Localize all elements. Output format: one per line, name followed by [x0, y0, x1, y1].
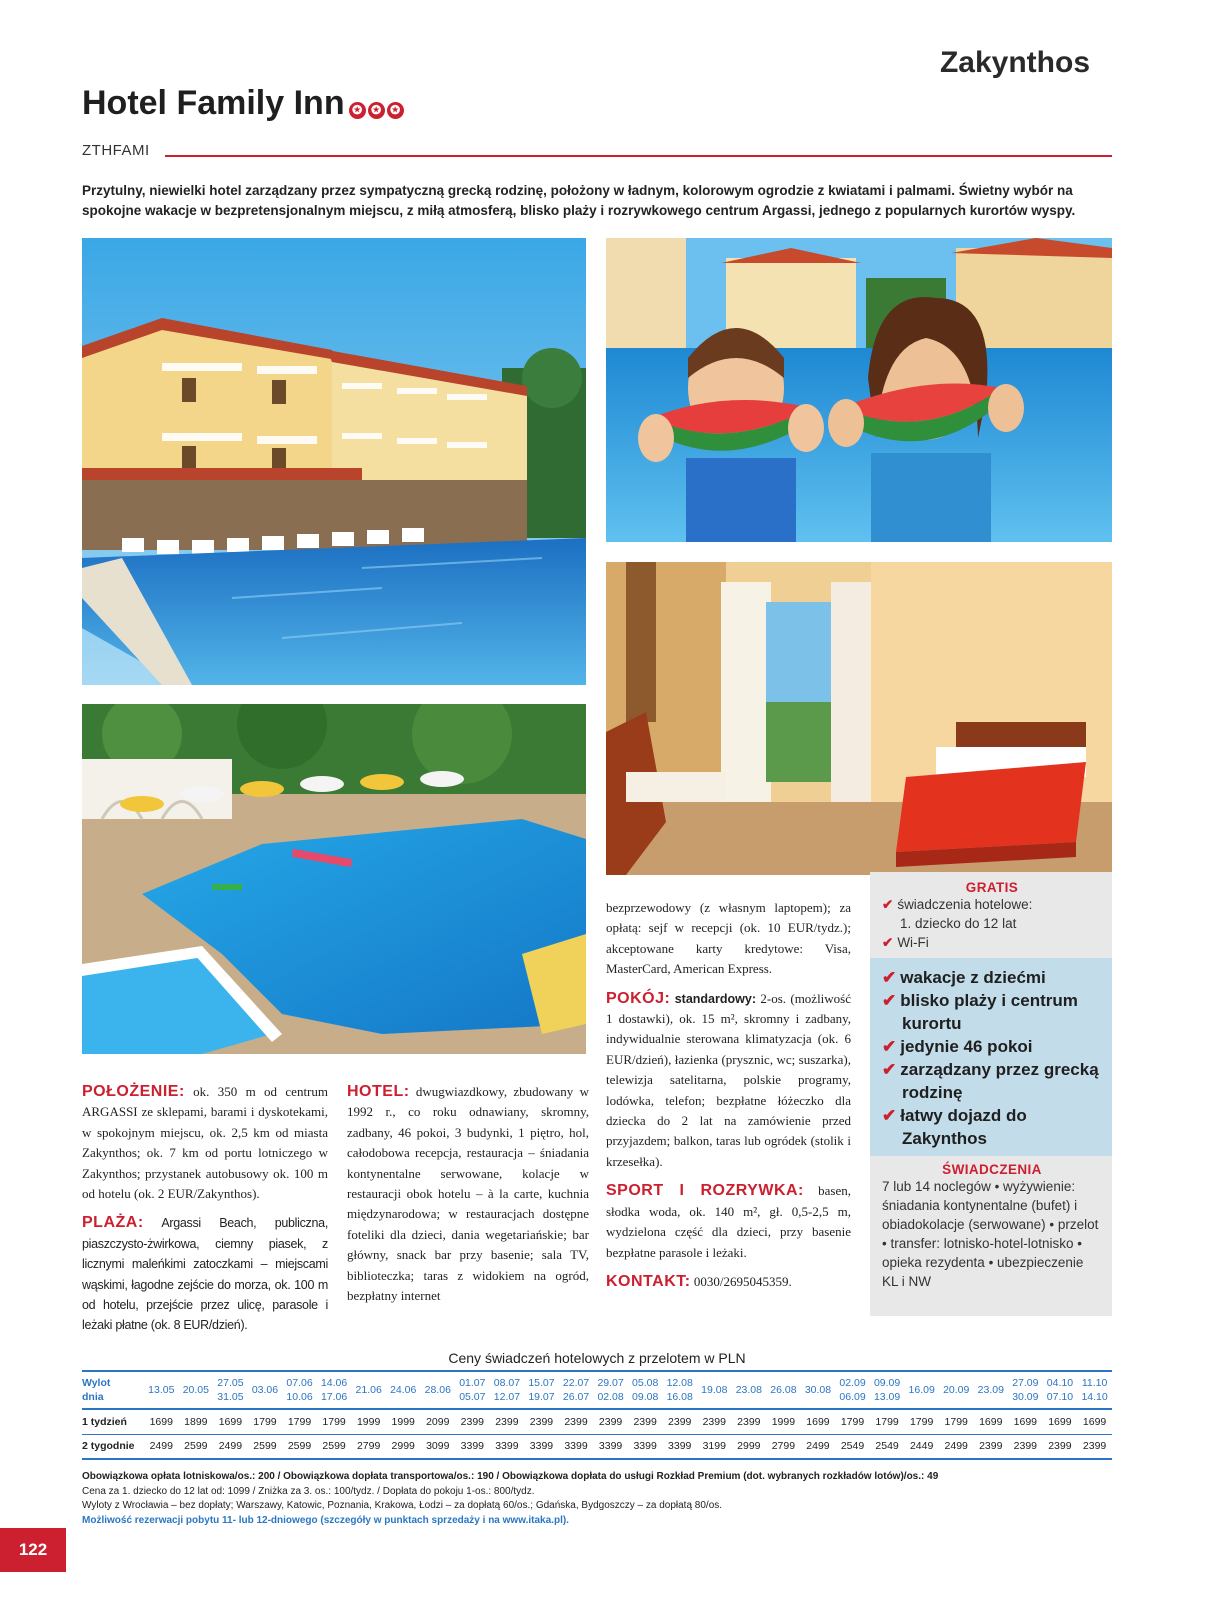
price-cell: 2999 — [386, 1434, 421, 1459]
table-row-1-week — [82, 1409, 1112, 1434]
date-cell: 27.05 31.05 — [213, 1371, 248, 1409]
price-cell: 2399 — [455, 1409, 490, 1434]
highlights-box — [870, 958, 1112, 1156]
price-cell: 3399 — [455, 1434, 490, 1459]
price-cell: 2499 — [144, 1434, 179, 1459]
price-cell: 2399 — [559, 1409, 594, 1434]
section-kontakt — [606, 1272, 851, 1292]
date-cell: 14.06 17.06 — [317, 1371, 352, 1409]
price-cell: 1999 — [386, 1409, 421, 1434]
price-cell: 3399 — [524, 1434, 559, 1459]
price-cell: 3399 — [628, 1434, 663, 1459]
price-cell: 2399 — [1008, 1434, 1043, 1459]
date-cell: 29.07 02.08 — [593, 1371, 628, 1409]
swiadczenia-text: 7 lub 14 noclegów • wyżywienie: śniadania kontynentalne (bufet) i obiadokolacje (serwowane) • przelot • transfer: lotnisko-hotel-lotnisko • opieka rezydenta • ubezpieczenie KL i NW — [882, 1179, 1099, 1289]
check-icon: ✔ — [882, 935, 894, 950]
price-cell: 1799 — [282, 1409, 317, 1434]
date-cell: 04.10 07.10 — [1043, 1371, 1078, 1409]
date-cell: 20.09 — [939, 1371, 974, 1409]
date-cell: 23.09 — [974, 1371, 1009, 1409]
price-cell: 2399 — [490, 1409, 525, 1434]
date-cell: 07.06 10.06 — [282, 1371, 317, 1409]
price-cell: 2999 — [732, 1434, 767, 1459]
hotel-exterior-photo — [82, 238, 586, 685]
hotel-code: ZTHFAMI — [82, 142, 150, 159]
section-text: basen, słodka woda, ok. 140 m², gł. 0,5-2,5 m, wydzielona część dla dzieci, przy basenie bezpłatne parasole i leżaki. — [606, 1183, 851, 1260]
date-cell: 15.07 19.07 — [524, 1371, 559, 1409]
price-table-title: Ceny świadczeń hotelowych z przelotem w PLN — [448, 1350, 746, 1366]
section-hotel-continued: bezprzewodowy (z własnym laptopem); za opłatą: sejf w recepcji (ok. 10 EUR/tydz.); akceptowane karty kredytowe: Visa, MasterCard, American Express. — [606, 900, 851, 977]
price-cell: 2499 — [939, 1434, 974, 1459]
note-line: Wyloty z Wrocławia – bez dopłaty; Warszawy, Katowic, Poznania, Krakowa, Łodzi – za dopłatą 60/os.; Gdańska, Bydgoszczy – za dopłatą 80/os. — [82, 1500, 723, 1511]
gratis-item: ✔ Wi-Fi — [882, 935, 929, 950]
section-title: HOTEL: — [347, 1083, 410, 1100]
check-icon: ✔ — [882, 1060, 897, 1079]
price-cell: 2399 — [524, 1409, 559, 1434]
date-cell: 05.08 09.08 — [628, 1371, 663, 1409]
date-cell: 23.08 — [732, 1371, 767, 1409]
price-cell: 1999 — [351, 1409, 386, 1434]
price-cell: 3399 — [490, 1434, 525, 1459]
check-icon: ✔ — [882, 1037, 897, 1056]
star-icon: ✪ — [387, 102, 404, 119]
price-cell: 2399 — [974, 1434, 1009, 1459]
check-icon: ✔ — [882, 991, 897, 1010]
price-cell: 2599 — [248, 1434, 283, 1459]
price-table — [82, 1370, 1112, 1460]
date-cell: 16.09 — [904, 1371, 939, 1409]
section-text: Argassi Beach, publiczna, piaszczysto-żwirkowa, ciemny piasek, z licznymi maleńkimi zatoczkami – miejscami wąskimi, łagodne zejście do morza, ok. 100 m od hotelu, przejście przez ulicę, parasole i leżaki płatne (ok. 8 EUR/dzień). — [82, 1216, 328, 1333]
price-cell: 1799 — [939, 1409, 974, 1434]
children-watermelon-photo — [606, 238, 1112, 542]
highlight-item: ✔ wakacje z dziećmi — [882, 968, 1046, 987]
price-cell: 2499 — [801, 1434, 836, 1459]
date-cell: 24.06 — [386, 1371, 421, 1409]
price-cell: 2549 — [835, 1434, 870, 1459]
date-cell: 01.07 05.07 — [455, 1371, 490, 1409]
section-title: SPORT I ROZRYWKA: — [606, 1182, 804, 1200]
section-title: PLAŻA: — [82, 1214, 144, 1232]
date-cell: 19.08 — [697, 1371, 732, 1409]
column-middle — [347, 1082, 589, 1306]
price-cell: 3099 — [421, 1434, 456, 1459]
price-cell: 1699 — [801, 1409, 836, 1434]
date-cell: 02.09 06.09 — [835, 1371, 870, 1409]
price-cell: 1799 — [870, 1409, 905, 1434]
gratis-box — [870, 872, 1112, 958]
section-plaza — [82, 1213, 328, 1335]
price-cell: 1799 — [904, 1409, 939, 1434]
section-hotel — [347, 1082, 589, 1306]
price-table-section — [82, 1350, 1112, 1460]
date-cell: 13.05 — [144, 1371, 179, 1409]
section-title: POŁOŻENIE: — [82, 1083, 185, 1100]
date-cell: 20.05 — [179, 1371, 214, 1409]
price-cell: 3199 — [697, 1434, 732, 1459]
date-cell: 27.09 30.09 — [1008, 1371, 1043, 1409]
date-cell: 30.08 — [801, 1371, 836, 1409]
price-cell: 1699 — [213, 1409, 248, 1434]
price-cell: 1699 — [144, 1409, 179, 1434]
column-right — [606, 898, 851, 1292]
sidebar — [870, 872, 1112, 1316]
check-icon: ✔ — [882, 1106, 897, 1125]
section-sport — [606, 1181, 851, 1263]
price-cell: 2499 — [213, 1434, 248, 1459]
date-cell: 03.06 — [248, 1371, 283, 1409]
star-icon: ✪ — [349, 102, 366, 119]
intro-text: Przytulny, niewielki hotel zarządzany przez sympatyczną grecką rodzinę, położony w ładnym, kolorowym ogrodzie z kwiatami i palmami. Świetny wybór na spokojne wakacje w bezpretensjonalnym miejscu, z miłą atmosferą, blisko plaży i rozrywkowego centrum Argassi, jednego z popularnych kurortów wyspy. — [82, 183, 1076, 218]
price-cell: 1999 — [766, 1409, 801, 1434]
swiadczenia-title: ŚWIADCZENIA — [942, 1162, 1042, 1177]
price-cell: 3399 — [593, 1434, 628, 1459]
price-notes — [82, 1470, 1112, 1528]
gratis-item: 1. dziecko do 12 lat — [900, 916, 1017, 931]
price-cell: 1799 — [835, 1409, 870, 1434]
section-text: 2-os. (możliwość 1 dostawki), ok. 15 m², skromny i zadbany, indywidualnie sterowana klimatyzacja (ok. 6 EUR/dzień), łazienka (prysznic, wc; suszarka), telewizja satelitarna, polskie programy, lodówka, telefon; bezpłatne łóżeczko dla dziecka do 2 lat na zamówienie przed przyjazdem; balkon, taras lub ogródek (stolik i krzesełka). — [606, 990, 852, 1169]
note-line: Cena za 1. dziecko do 12 lat od: 1099 / Zniżka za 3. os.: 100/tydz. / Dopłata do pokoju 1-os.: 800/tydz. — [82, 1485, 535, 1497]
check-icon: ✔ — [882, 968, 897, 987]
region-title: Zakynthos — [939, 46, 1090, 79]
section-polozenie — [82, 1082, 328, 1204]
price-cell: 2399 — [593, 1409, 628, 1434]
header-rule — [165, 155, 1112, 157]
price-cell: 2399 — [732, 1409, 767, 1434]
section-pokoj — [606, 989, 851, 1173]
price-cell: 2449 — [904, 1434, 939, 1459]
price-cell: 1799 — [317, 1409, 352, 1434]
price-cell: 2599 — [179, 1434, 214, 1459]
check-icon: ✔ — [882, 897, 894, 912]
highlight-item: ✔ łatwy dojazd do Zakynthos — [882, 1106, 1027, 1148]
highlight-item: ✔ jedynie 46 pokoi — [882, 1037, 1033, 1056]
hotel-title — [82, 84, 406, 123]
gratis-item: ✔ świadczenia hotelowe: — [882, 897, 1033, 912]
gratis-title: GRATIS — [965, 880, 1019, 895]
date-cell: 12.08 16.08 — [662, 1371, 697, 1409]
date-cell: 22.07 26.07 — [559, 1371, 594, 1409]
price-cell: 3399 — [662, 1434, 697, 1459]
price-cell: 2599 — [317, 1434, 352, 1459]
highlight-item: ✔ blisko plaży i centrum kurortu — [882, 991, 1078, 1033]
price-cell: 2599 — [282, 1434, 317, 1459]
hotel-name: Hotel Family Inn — [82, 84, 345, 122]
table-row-2-weeks — [82, 1434, 1112, 1459]
section-title: KONTAKT: — [606, 1272, 691, 1290]
table-row-label: 2 tygodnie — [82, 1434, 144, 1459]
star-icon: ✪ — [368, 102, 385, 119]
date-cell: 08.07 12.07 — [490, 1371, 525, 1409]
price-cell: 1699 — [1043, 1409, 1078, 1434]
date-cell: 28.06 — [421, 1371, 456, 1409]
star-rating — [349, 84, 406, 123]
table-row-label: Wylot dnia — [82, 1371, 144, 1409]
section-lead: standardowy: — [674, 991, 756, 1006]
date-cell: 11.10 14.10 — [1077, 1371, 1112, 1409]
section-title: POKÓJ: — [606, 989, 671, 1007]
price-cell: 2399 — [628, 1409, 663, 1434]
section-text: ok. 350 m od centrum ARGASSI ze sklepami, barami i dyskotekami, w spokojnym miejscu, ok. 2,5 km od miasta Zakynthos; ok. 7 km od portu lotniczego w Zakynthos; przystanek autobusowy ok. 100 m od hotelu (ok. 2 EUR/Zakynthos). — [82, 1084, 328, 1202]
note-line: Obowiązkowa opłata lotniskowa/os.: 200 / Obowiązkowa dopłata transportowa/os.: 190 / Obowiązkowa dopłata do usługi Rozkład Premium (dot. wybranych rozkładów lotów)/os.: 49 — [82, 1471, 939, 1482]
section-text: dwugwiazdkowy, zbudowany w 1992 r., co roku odnawiany, skromny, zadbany, 46 pokoi, 3 budynki, 1 piętro, hol, całodobowa recepcja, restauracja – śniadania kontynentalne serwowane, kolacje w restauracji obok hotelu – à la carte, kuchnia międzynarodowa; w restauracjach dostępne foteliki dla dzieci, dania wegetariańskie; bar główny, snack bar przy basenie; sala TV, biblioteczka; taras z widokiem na ogród, bezpłatny internet — [347, 1084, 590, 1304]
price-cell: 1699 — [974, 1409, 1009, 1434]
price-cell: 1899 — [179, 1409, 214, 1434]
price-cell: 2099 — [421, 1409, 456, 1434]
highlight-item: ✔ zarządzany przez grecką rodzinę — [882, 1060, 1099, 1102]
page-number: 122 — [0, 1528, 66, 1572]
pool-aerial-photo — [82, 704, 586, 1054]
hotel-room-photo — [606, 562, 1112, 875]
price-cell: 2399 — [697, 1409, 732, 1434]
price-cell: 2799 — [351, 1434, 386, 1459]
table-row-dates — [82, 1371, 1112, 1409]
date-cell: 26.08 — [766, 1371, 801, 1409]
price-cell: 2549 — [870, 1434, 905, 1459]
swiadczenia-box — [870, 1156, 1112, 1316]
price-cell: 1699 — [1008, 1409, 1043, 1434]
price-cell: 1799 — [248, 1409, 283, 1434]
price-cell: 2399 — [662, 1409, 697, 1434]
price-cell: 2799 — [766, 1434, 801, 1459]
price-cell: 3399 — [559, 1434, 594, 1459]
price-cell: 2399 — [1043, 1434, 1078, 1459]
column-left — [82, 1082, 328, 1336]
price-cell: 1699 — [1077, 1409, 1112, 1434]
section-text: 0030/2695045359. — [693, 1273, 792, 1289]
note-line: Możliwość rezerwacji pobytu 11- lub 12-dniowego (szczegóły w punktach sprzedaży i na www.itaka.pl). — [82, 1514, 569, 1526]
date-cell: 21.06 — [351, 1371, 386, 1409]
table-row-label: 1 tydzień — [82, 1409, 144, 1434]
price-cell: 2399 — [1077, 1434, 1112, 1459]
date-cell: 09.09 13.09 — [870, 1371, 905, 1409]
